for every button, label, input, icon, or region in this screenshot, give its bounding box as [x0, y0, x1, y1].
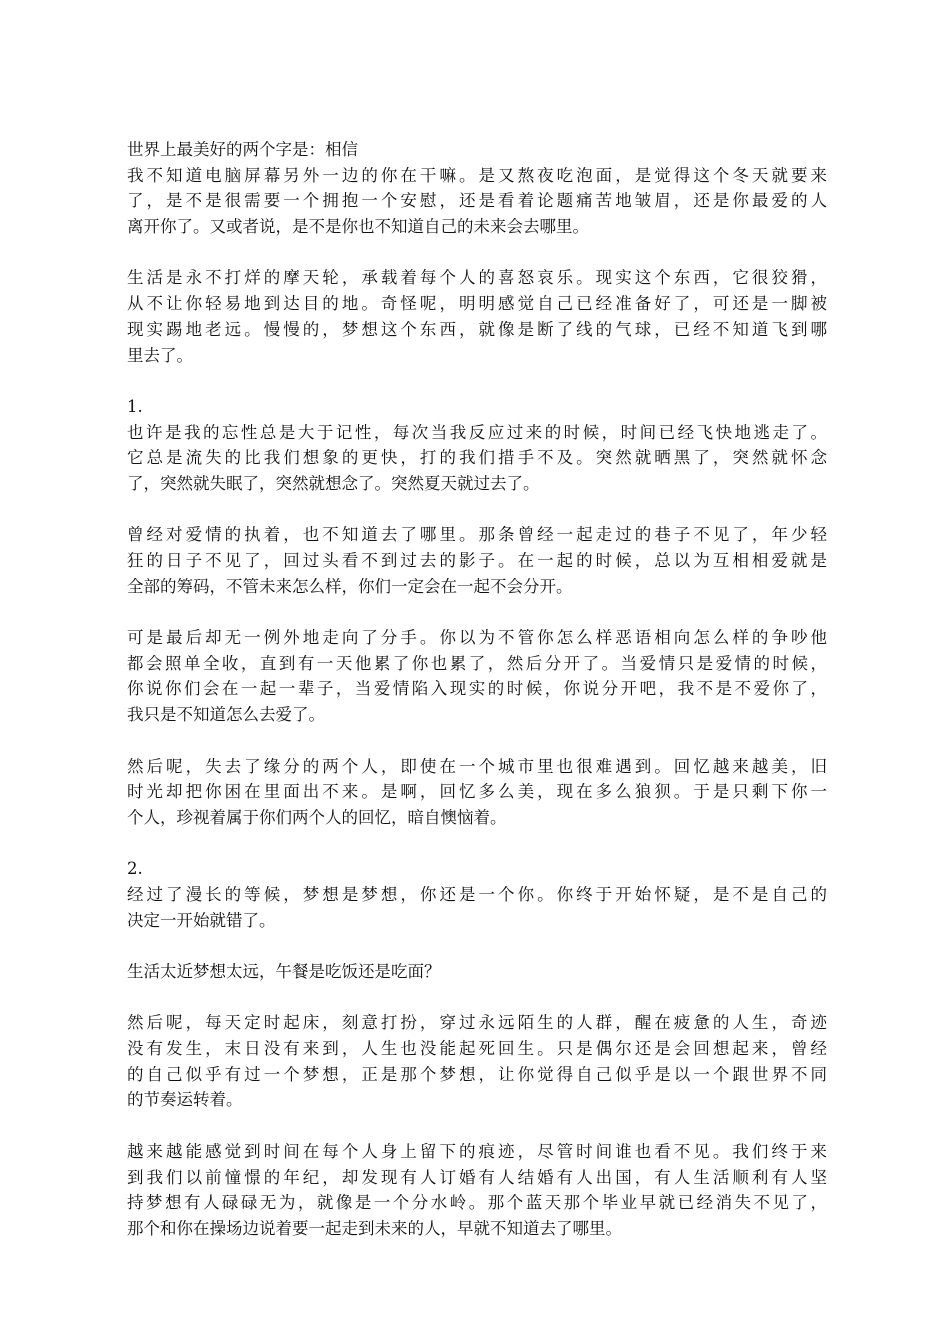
paragraph-gap — [127, 497, 827, 523]
paragraph-gap — [127, 599, 827, 625]
paragraph-gap — [127, 728, 827, 754]
text-line: 你说你们会在一起一辈子，当爱情陷入现实的时候，你说分开吧，我不是不爱你了， — [127, 679, 827, 699]
text-line: 的自己似乎有过一个梦想，正是那个梦想，让你觉得自己似乎是以一个跟世界不同 — [127, 1064, 827, 1084]
paragraph-9 — [127, 1010, 827, 1113]
paragraph-6 — [127, 754, 827, 831]
paragraph-3 — [127, 394, 827, 497]
text-line: 然后呢，每天定时起床，刻意打扮，穿过永远陌生的人群，醒在疲惫的人生，奇迹 — [127, 1013, 827, 1033]
text-line: 生活太近梦想太远，午餐是吃饭还是吃面？ — [127, 962, 441, 981]
document-body — [127, 137, 827, 1242]
text-line: 全部的筹码，不管未来怎么样，你们一定会在一起不会分开。 — [127, 576, 573, 596]
text-line: 都会照单全收，直到有一天他累了你也累了，然后分开了。当爱情只是爱情的时候， — [127, 653, 827, 673]
text-line: 曾经对爱情的执着，也不知道去了哪里。那条曾经一起走过的巷子不见了，年少轻 — [127, 525, 827, 545]
paragraph-gap — [127, 933, 827, 959]
text-line: 生活是永不打烊的摩天轮，承载着每个人的喜怒哀乐。现实这个东西，它很狡猾， — [127, 268, 827, 288]
text-line: 我只是不知道怎么去爱了。 — [127, 705, 325, 725]
text-line: 狂的日子不见了，回过头看不到过去的影子。在一起的时候，总以为互相相爱就是 — [127, 551, 827, 570]
text-line: 也许是我的忘性总是大于记性，每次当我反应过来的时候，时间已经飞快地逃走了。 — [127, 422, 827, 442]
section-number: 2. — [127, 859, 143, 879]
paragraph-gap — [127, 985, 827, 1011]
text-line: 个人，珍视着属于你们两个人的回忆，暗自懊恼着。 — [127, 807, 507, 827]
paragraph-5 — [127, 625, 827, 728]
text-line: 那个和你在操场边说着要一起走到未来的人，早就不知道去了哪里。 — [127, 1218, 622, 1238]
text-line: 没有发生，末日没有来到，人生也没能起死回生。只是偶尔还是会回想起来，曾经 — [127, 1039, 827, 1059]
text-line: 从不让你轻易地到达目的地。奇怪呢，明明感觉自己已经准备好了，可还是一脚被 — [127, 294, 827, 314]
text-line: 现实踢地老远。慢慢的，梦想这个东西，就像是断了线的气球，已经不知道飞到哪 — [127, 319, 827, 339]
paragraph-gap — [127, 1113, 827, 1139]
paragraph-gap — [127, 368, 827, 394]
text-line: 持梦想有人碌碌无为，就像是一个分水岭。那个蓝天那个毕业早就已经消失不见了， — [127, 1193, 827, 1213]
paragraph-10 — [127, 1139, 827, 1242]
text-line: 可是最后却无一例外地走向了分手。你以为不管你怎么样恶语相向怎么样的争吵他 — [127, 628, 827, 648]
text-line: 越来越能感觉到时间在每个人身上留下的痕迹，尽管时间谁也看不见。我们终于来 — [127, 1141, 827, 1161]
section-number: 1. — [127, 396, 143, 416]
text-line: 它总是流失的比我们想象的更快，打的我们措手不及。突然就晒黑了，突然就怀念 — [127, 448, 827, 468]
paragraph-2 — [127, 265, 827, 368]
text-line: 离开你了。又或者说，是不是你也不知道自己的未来会去哪里。 — [127, 217, 589, 237]
text-line: 了，突然就失眠了，突然就想念了。突然夏天就过去了。 — [127, 473, 540, 493]
text-line: 经过了漫长的等候，梦想是梦想，你还是一个你。你终于开始怀疑，是不是自己的 — [127, 884, 827, 904]
paragraph-8 — [127, 959, 827, 985]
text-line: 决定一开始就错了。 — [127, 910, 276, 930]
text-line: 的节奏运转着。 — [127, 1090, 243, 1110]
paragraph-7 — [127, 856, 827, 933]
text-line: 时光却把你困在里面出不来。是啊，回忆多么美，现在多么狼狈。于是只剩下你一 — [127, 782, 827, 802]
text-line: 到我们以前憧憬的年纪，却发现有人订婚有人结婚有人出国，有人生活顺利有人坚 — [127, 1167, 827, 1187]
text-line: 我不知道电脑屏幕另外一边的你在干嘛。是又熬夜吃泡面，是觉得这个冬天就要来 — [127, 165, 827, 185]
text-line: 了，是不是很需要一个拥抱一个安慰，还是看着论题痛苦地皱眉，还是你最爱的人 — [127, 191, 827, 211]
document-title: 世界上最美好的两个字是：相信 — [127, 140, 358, 159]
paragraph-4 — [127, 522, 827, 599]
paragraph-1 — [127, 163, 827, 240]
paragraph-gap — [127, 831, 827, 857]
text-line: 里去了。 — [127, 345, 193, 365]
text-line: 然后呢，失去了缘分的两个人，即使在一个城市里也很难遇到。回忆越来越美，旧 — [127, 756, 827, 776]
paragraph-gap — [127, 240, 827, 266]
